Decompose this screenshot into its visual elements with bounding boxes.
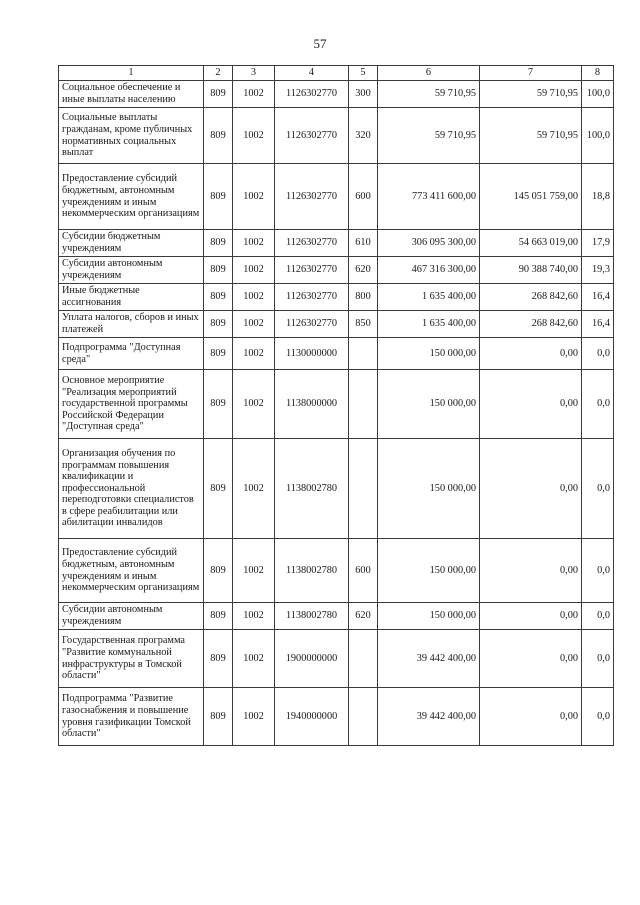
- table-row: [59, 603, 614, 630]
- row-actual: 0,00: [480, 630, 582, 688]
- row-code-expense: 610: [349, 230, 378, 257]
- row-actual: 90 388 740,00: [480, 257, 582, 284]
- row-code-section: 1002: [233, 439, 275, 539]
- row-percent: 0,0: [582, 630, 614, 688]
- row-code-section: 1002: [233, 370, 275, 439]
- row-code-ministry: 809: [204, 230, 233, 257]
- row-code-expense: [349, 439, 378, 539]
- row-percent: 18,8: [582, 164, 614, 230]
- row-code-section: 1002: [233, 630, 275, 688]
- table-row: [59, 688, 614, 746]
- row-plan: 39 442 400,00: [378, 630, 480, 688]
- column-header: 6: [378, 66, 480, 81]
- row-code-section: 1002: [233, 311, 275, 338]
- row-code-target: 1126302770: [275, 257, 349, 284]
- row-plan: 59 710,95: [378, 108, 480, 164]
- row-code-target: 1126302770: [275, 81, 349, 108]
- row-code-ministry: 809: [204, 338, 233, 370]
- column-header: 5: [349, 66, 378, 81]
- row-actual: 0,00: [480, 439, 582, 539]
- row-code-expense: 300: [349, 81, 378, 108]
- column-header: 7: [480, 66, 582, 81]
- row-code-expense: [349, 370, 378, 439]
- row-code-target: 1138000000: [275, 370, 349, 439]
- row-percent: 0,0: [582, 439, 614, 539]
- row-code-section: 1002: [233, 108, 275, 164]
- row-actual: 59 710,95: [480, 108, 582, 164]
- table-row: [59, 630, 614, 688]
- row-plan: 150 000,00: [378, 603, 480, 630]
- row-code-expense: 320: [349, 108, 378, 164]
- row-plan: 1 635 400,00: [378, 311, 480, 338]
- row-plan: 150 000,00: [378, 338, 480, 370]
- row-plan: 773 411 600,00: [378, 164, 480, 230]
- row-actual: 0,00: [480, 370, 582, 439]
- row-plan: 467 316 300,00: [378, 257, 480, 284]
- table-row: [59, 311, 614, 338]
- row-percent: 16,4: [582, 311, 614, 338]
- row-code-target: 1138002780: [275, 439, 349, 539]
- table-row: [59, 284, 614, 311]
- row-code-section: 1002: [233, 81, 275, 108]
- row-code-expense: 600: [349, 164, 378, 230]
- row-percent: 19,3: [582, 257, 614, 284]
- row-code-expense: [349, 630, 378, 688]
- row-code-target: 1126302770: [275, 311, 349, 338]
- row-code-target: 1900000000: [275, 630, 349, 688]
- row-code-ministry: 809: [204, 108, 233, 164]
- row-code-section: 1002: [233, 257, 275, 284]
- row-code-ministry: 809: [204, 539, 233, 603]
- table-row: [59, 108, 614, 164]
- row-plan: 150 000,00: [378, 370, 480, 439]
- row-name: Иные бюджетные ассигнования: [59, 284, 204, 311]
- row-name: Уплата налогов, сборов и иных платежей: [59, 311, 204, 338]
- budget-table: [58, 65, 614, 746]
- row-code-expense: [349, 338, 378, 370]
- row-name: Подпрограмма "Развитие газоснабжения и повышение уровня газификации Томской области": [59, 688, 204, 746]
- table-row: [59, 230, 614, 257]
- row-percent: 0,0: [582, 539, 614, 603]
- column-header: 3: [233, 66, 275, 81]
- row-code-ministry: 809: [204, 311, 233, 338]
- row-name: Предоставление субсидий бюджетным, автономным учреждениям и иным некоммерческим организациям: [59, 539, 204, 603]
- row-name: Субсидии автономным учреждениям: [59, 603, 204, 630]
- row-actual: 268 842,60: [480, 311, 582, 338]
- row-code-ministry: 809: [204, 630, 233, 688]
- table-row: [59, 257, 614, 284]
- row-percent: 0,0: [582, 603, 614, 630]
- table-row: [59, 439, 614, 539]
- table-row: [59, 81, 614, 108]
- row-actual: 145 051 759,00: [480, 164, 582, 230]
- row-name: Подпрограмма "Доступная среда": [59, 338, 204, 370]
- row-actual: 268 842,60: [480, 284, 582, 311]
- row-code-ministry: 809: [204, 603, 233, 630]
- row-code-ministry: 809: [204, 81, 233, 108]
- row-code-ministry: 809: [204, 164, 233, 230]
- column-header: 1: [59, 66, 204, 81]
- row-percent: 17,9: [582, 230, 614, 257]
- row-code-section: 1002: [233, 688, 275, 746]
- row-actual: 0,00: [480, 338, 582, 370]
- row-code-target: 1126302770: [275, 284, 349, 311]
- header-row: [59, 66, 614, 81]
- column-header: 8: [582, 66, 614, 81]
- row-actual: 0,00: [480, 603, 582, 630]
- table-row: [59, 164, 614, 230]
- row-percent: 0,0: [582, 338, 614, 370]
- row-actual: 59 710,95: [480, 81, 582, 108]
- row-name: Предоставление субсидий бюджетным, автономным учреждениям и иным некоммерческим организациям: [59, 164, 204, 230]
- row-plan: 150 000,00: [378, 439, 480, 539]
- row-name: Организация обучения по программам повышения квалификации и профессиональной переподготовки специалистов в сфере реабилитации или абилитации инвалидов: [59, 439, 204, 539]
- row-code-ministry: 809: [204, 257, 233, 284]
- row-name: Субсидии бюджетным учреждениям: [59, 230, 204, 257]
- row-plan: 39 442 400,00: [378, 688, 480, 746]
- table-row: [59, 338, 614, 370]
- row-code-section: 1002: [233, 603, 275, 630]
- row-code-target: 1126302770: [275, 230, 349, 257]
- row-code-target: 1130000000: [275, 338, 349, 370]
- row-name: Социальные выплаты гражданам, кроме публичных нормативных социальных выплат: [59, 108, 204, 164]
- column-header: 4: [275, 66, 349, 81]
- row-percent: 100,0: [582, 108, 614, 164]
- row-code-ministry: 809: [204, 284, 233, 311]
- row-code-expense: 600: [349, 539, 378, 603]
- row-code-section: 1002: [233, 230, 275, 257]
- row-actual: 0,00: [480, 539, 582, 603]
- row-code-expense: [349, 688, 378, 746]
- row-actual: 54 663 019,00: [480, 230, 582, 257]
- row-name: Основное мероприятие "Реализация мероприятий государственной программы Российской Федерации "Доступная среда": [59, 370, 204, 439]
- row-code-expense: 620: [349, 257, 378, 284]
- column-header: 2: [204, 66, 233, 81]
- row-percent: 16,4: [582, 284, 614, 311]
- page-number: 57: [313, 36, 327, 51]
- row-name: Субсидии автономным учреждениям: [59, 257, 204, 284]
- row-actual: 0,00: [480, 688, 582, 746]
- row-code-target: 1126302770: [275, 108, 349, 164]
- row-plan: 59 710,95: [378, 81, 480, 108]
- row-code-ministry: 809: [204, 688, 233, 746]
- row-code-section: 1002: [233, 539, 275, 603]
- row-code-ministry: 809: [204, 370, 233, 439]
- row-code-expense: 800: [349, 284, 378, 311]
- row-code-target: 1126302770: [275, 164, 349, 230]
- row-code-section: 1002: [233, 284, 275, 311]
- table-row: [59, 539, 614, 603]
- row-percent: 100,0: [582, 81, 614, 108]
- row-code-section: 1002: [233, 164, 275, 230]
- row-plan: 150 000,00: [378, 539, 480, 603]
- row-plan: 306 095 300,00: [378, 230, 480, 257]
- row-percent: 0,0: [582, 688, 614, 746]
- row-code-expense: 620: [349, 603, 378, 630]
- row-name: Государственная программа "Развитие коммунальной инфраструктуры в Томской области": [59, 630, 204, 688]
- row-code-ministry: 809: [204, 439, 233, 539]
- row-code-expense: 850: [349, 311, 378, 338]
- row-percent: 0,0: [582, 370, 614, 439]
- row-name: Социальное обеспечение и иные выплаты населению: [59, 81, 204, 108]
- row-code-target: 1138002780: [275, 539, 349, 603]
- row-plan: 1 635 400,00: [378, 284, 480, 311]
- row-code-target: 1138002780: [275, 603, 349, 630]
- table-row: [59, 370, 614, 439]
- row-code-section: 1002: [233, 338, 275, 370]
- row-code-target: 1940000000: [275, 688, 349, 746]
